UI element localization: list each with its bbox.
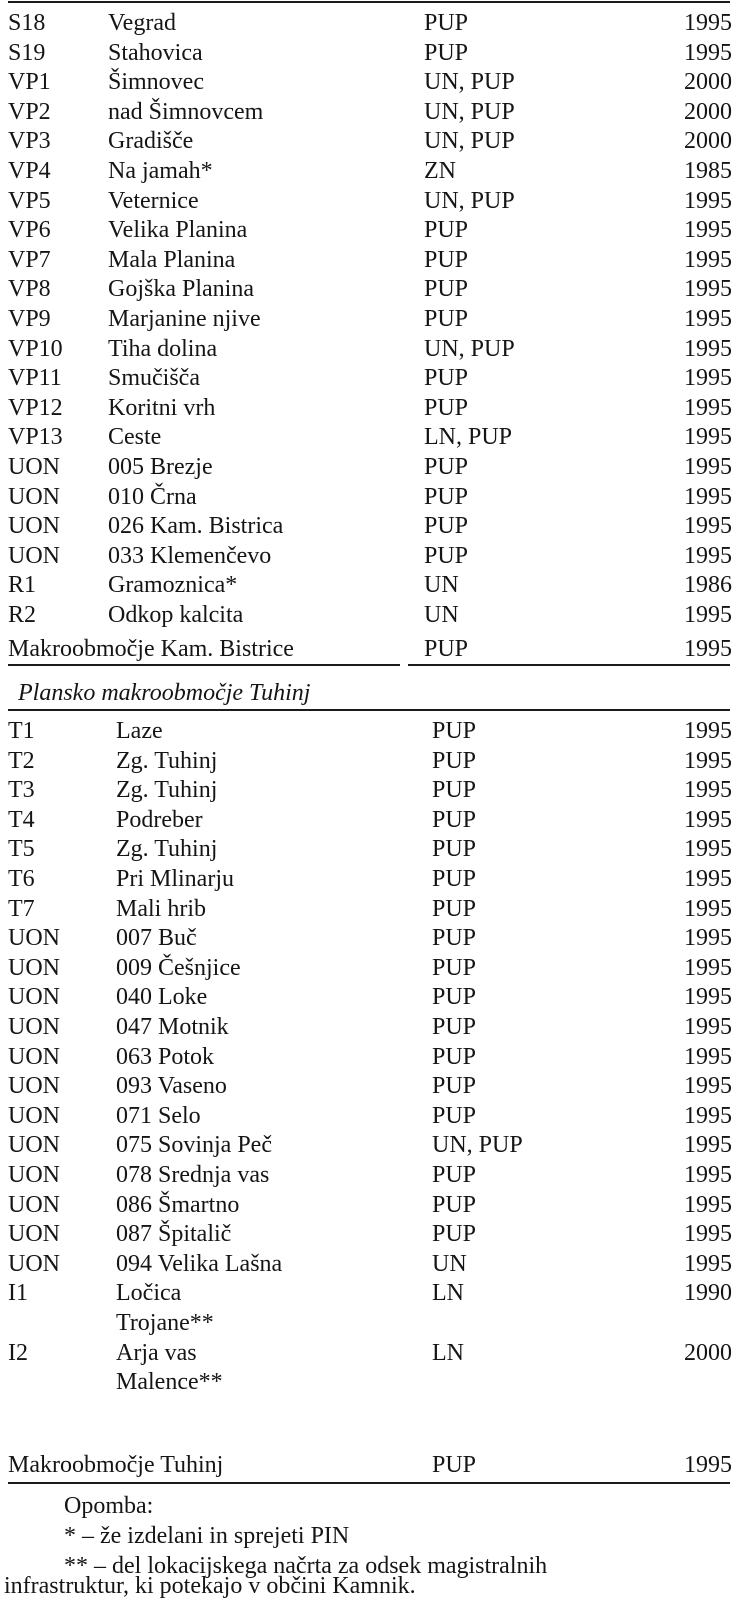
summary-label: Makroobmočje Kam. Bistrice [8, 636, 294, 662]
note-2-line-2: infrastruktur, ki potekajo v občini Kamnik. [4, 1573, 416, 1599]
row-year: 1995 [684, 424, 732, 451]
row-name: Vegrad [108, 10, 176, 36]
row-type: PUP [432, 866, 477, 892]
row-year: 1995 [684, 984, 732, 1011]
row-year: 1995 [684, 187, 732, 214]
row-year: 1995 [684, 895, 732, 922]
row-code: UON [8, 1221, 60, 1248]
note-heading: Opomba: [64, 1493, 154, 1519]
row-name: Marjanine njive [108, 306, 261, 332]
row-type: UN, PUP [424, 98, 515, 125]
row-name: 075 Sovinja Peč [116, 1132, 272, 1159]
row-year: 1995 [684, 1102, 732, 1129]
row-name: Tiha dolina [108, 335, 218, 362]
row-code: VP4 [8, 158, 51, 184]
row-code: UON [8, 925, 60, 952]
row-name: Gramoznica* [108, 572, 238, 599]
summary-rule-1 [408, 664, 730, 666]
summary-label: Makroobmočje Tuhinj [8, 1452, 224, 1478]
row-type: UN [432, 1250, 467, 1277]
table-row [0, 1278, 738, 1308]
row-type: PUP [424, 542, 469, 569]
row-type: PUP [424, 246, 469, 273]
row-type: PUP [432, 984, 477, 1011]
row-type: UN, PUP [424, 187, 515, 214]
row-type: PUP [432, 895, 477, 922]
row-type: PUP [424, 454, 469, 480]
row-type: PUP [424, 306, 469, 332]
table-row [0, 1042, 738, 1072]
table-row [0, 1160, 738, 1190]
note-1: * – že izdelani in sprejeti PIN [64, 1523, 350, 1549]
row-code: UON [8, 483, 60, 510]
row-type: PUP [424, 276, 469, 303]
summary-year: 1995 [684, 636, 732, 662]
row-code: VP1 [8, 69, 51, 96]
table-row [0, 923, 738, 953]
table-row [0, 422, 738, 452]
row-name: Veternice [108, 187, 199, 214]
row-name: Pri Mlinarju [116, 866, 234, 892]
row-type: PUP [432, 954, 477, 981]
row-year: 1995 [684, 836, 732, 863]
table-row [0, 363, 738, 393]
row-name: Šimnovec [108, 69, 204, 96]
row-name: Ceste [108, 424, 162, 451]
row-name: 033 Klemenčevo [108, 542, 272, 569]
row-name: 063 Potok [116, 1043, 215, 1070]
row-name: 007 Buč [116, 925, 197, 952]
row-type: UN, PUP [424, 335, 515, 362]
row-year: 1995 [684, 246, 732, 273]
row-code: T7 [8, 895, 35, 922]
row-year: 1995 [684, 306, 732, 332]
table-row [0, 511, 738, 541]
top-rule [8, 1, 730, 3]
row-code: T1 [8, 718, 35, 744]
row-type: PUP [424, 217, 469, 244]
row-name: Mali hrib [116, 895, 206, 922]
table-row [0, 805, 738, 835]
row-name: Koritni vrh [108, 394, 216, 421]
row-year: 1986 [684, 572, 732, 599]
row-name: Smučišča [108, 365, 200, 392]
row-type: LN [432, 1280, 464, 1307]
table-row [0, 1012, 738, 1042]
row-type: PUP [432, 1073, 477, 1100]
row-year: 1995 [684, 1221, 732, 1248]
row-year: 1995 [684, 10, 732, 36]
row-code: VP8 [8, 276, 51, 303]
row-code: S19 [8, 39, 46, 66]
row-code: VP13 [8, 424, 63, 451]
row-code: S18 [8, 10, 46, 36]
table-row [0, 8, 738, 38]
row-type: LN [432, 1339, 464, 1366]
row-type: PUP [432, 1043, 477, 1070]
summary-type: PUP [424, 636, 469, 662]
table-row [0, 67, 738, 97]
row-code: UON [8, 542, 60, 569]
row-year: 1995 [684, 718, 732, 744]
row-year: 1995 [684, 394, 732, 421]
row-code: UON [8, 1073, 60, 1100]
row-type: PUP [432, 747, 477, 774]
row-code: UON [8, 1191, 60, 1218]
section-underline [8, 709, 730, 711]
row-code: VP11 [8, 365, 62, 392]
row-code: UON [8, 513, 60, 540]
row-year: 1995 [684, 454, 732, 480]
row-name: 078 Srednja vas [116, 1162, 270, 1188]
row-year: 1995 [684, 1250, 732, 1277]
table-row [0, 982, 738, 1012]
table-row [0, 1071, 738, 1101]
row-code: VP12 [8, 394, 63, 421]
row-name: 093 Vaseno [116, 1073, 227, 1100]
row-code: T2 [8, 747, 35, 774]
table-row [0, 570, 738, 600]
table-row [0, 482, 738, 512]
row-code: T4 [8, 806, 35, 833]
row-code: VP6 [8, 217, 51, 244]
table-row [0, 600, 738, 630]
row-name: Odkop kalcita [108, 602, 244, 628]
row-name: Gradišče [108, 128, 194, 155]
row-name: Zg. Tuhinj [116, 747, 218, 774]
row-name: 040 Loke [116, 984, 208, 1011]
row-code: UON [8, 1102, 60, 1129]
row-year: 1995 [684, 39, 732, 66]
row-year: 1995 [684, 1043, 732, 1070]
row-year: 1995 [684, 276, 732, 303]
row-name: 005 Brezje [108, 454, 213, 480]
row-code: UON [8, 454, 60, 480]
row-name: Trojane** [116, 1310, 214, 1336]
row-name: Gojška Planina [108, 276, 254, 303]
row-type: PUP [424, 394, 469, 421]
table-row [0, 1308, 738, 1338]
row-name: 071 Selo [116, 1102, 201, 1129]
row-code: UON [8, 1014, 60, 1040]
row-year: 1995 [684, 483, 732, 510]
row-code: T3 [8, 777, 35, 804]
table-row [0, 38, 738, 68]
row-name: Mala Planina [108, 246, 236, 273]
section-title: Plansko makroobmočje Tuhinj [18, 680, 311, 706]
row-year: 1995 [684, 954, 732, 981]
table-row [0, 746, 738, 776]
note-2-line-1: ** – del lokacijskega načrta za odsek magistralnih [64, 1553, 548, 1579]
row-type: PUP [432, 1102, 477, 1129]
table-row [0, 334, 738, 364]
table-row [0, 864, 738, 894]
row-type: PUP [432, 925, 477, 952]
row-year: 1995 [684, 925, 732, 952]
row-code: R2 [8, 602, 37, 628]
row-type: PUP [424, 365, 469, 392]
row-name: Ločica [116, 1280, 182, 1307]
row-year: 2000 [684, 98, 732, 125]
table-row [0, 304, 738, 334]
table-row [0, 834, 738, 864]
row-code: UON [8, 954, 60, 981]
table-row [0, 1249, 738, 1279]
row-type: UN, PUP [424, 69, 515, 96]
row-name: 087 Špitalič [116, 1221, 232, 1248]
row-type: PUP [432, 1221, 477, 1248]
row-name: Zg. Tuhinj [116, 777, 218, 804]
table-row [0, 245, 738, 275]
row-name: 009 Češnjice [116, 954, 241, 981]
row-code: VP10 [8, 335, 63, 362]
row-name: Laze [116, 718, 163, 744]
table-row [0, 953, 738, 983]
summary-row-kam-bistrica [0, 634, 738, 664]
row-code: VP9 [8, 306, 51, 332]
row-name: 047 Motnik [116, 1014, 229, 1040]
row-type: UN [424, 602, 459, 628]
row-year: 1995 [684, 1191, 732, 1218]
row-year: 1995 [684, 866, 732, 892]
table-row [0, 215, 738, 245]
row-type: PUP [424, 483, 469, 510]
row-year: 1995 [684, 513, 732, 540]
row-type: LN, PUP [424, 424, 513, 451]
table-row [0, 97, 738, 127]
summary-rule-2 [8, 1482, 730, 1484]
row-year: 2000 [684, 128, 732, 155]
row-year: 2000 [684, 69, 732, 96]
row-year: 1995 [684, 1132, 732, 1159]
row-code: VP3 [8, 128, 51, 155]
row-year: 1995 [684, 542, 732, 569]
table-row [0, 186, 738, 216]
summary-row-tuhinj [0, 1450, 738, 1480]
row-name: Arja vas [116, 1339, 197, 1366]
table-row [0, 775, 738, 805]
table-row [0, 1338, 738, 1368]
row-type: PUP [432, 777, 477, 804]
row-year: 1995 [684, 1073, 732, 1100]
row-name: Stahovica [108, 39, 203, 66]
row-year: 1995 [684, 365, 732, 392]
row-year: 1995 [684, 806, 732, 833]
row-type: PUP [432, 806, 477, 833]
row-type: PUP [432, 1162, 477, 1188]
row-name: Zg. Tuhinj [116, 836, 218, 863]
row-type: PUP [424, 513, 469, 540]
row-year: 1990 [684, 1280, 732, 1307]
table-row [0, 452, 738, 482]
row-code: VP5 [8, 187, 51, 214]
row-code: UON [8, 1043, 60, 1070]
row-year: 2000 [684, 1339, 732, 1366]
row-code: T6 [8, 866, 35, 892]
row-year: 1995 [684, 217, 732, 244]
row-name: Malence** [116, 1369, 223, 1396]
table-row [0, 716, 738, 746]
row-code: I1 [8, 1280, 28, 1307]
table-row [0, 156, 738, 186]
row-type: PUP [424, 39, 469, 66]
row-name: Velika Planina [108, 217, 248, 244]
row-name: 086 Šmartno [116, 1191, 240, 1218]
row-name: Podreber [116, 806, 203, 833]
table-row [0, 274, 738, 304]
row-year: 1995 [684, 747, 732, 774]
row-name: nad Šimnovcem [108, 98, 264, 125]
section-rule-left [8, 664, 400, 666]
row-code: R1 [8, 572, 37, 599]
summary-year: 1995 [684, 1452, 732, 1478]
table-row [0, 1219, 738, 1249]
table-row [0, 894, 738, 924]
row-type: PUP [424, 10, 469, 36]
table-row [0, 1190, 738, 1220]
row-code: T5 [8, 836, 35, 863]
row-name: 026 Kam. Bistrica [108, 513, 284, 540]
table-row [0, 541, 738, 571]
row-year: 1995 [684, 777, 732, 804]
row-type: PUP [432, 1191, 477, 1218]
row-type: PUP [432, 836, 477, 863]
row-year: 1995 [684, 335, 732, 362]
row-name: Na jamah* [108, 158, 213, 184]
row-code: UON [8, 1162, 60, 1188]
table-row [0, 1367, 738, 1397]
row-name: 094 Velika Lašna [116, 1250, 283, 1277]
row-year: 1985 [684, 158, 732, 184]
row-code: I2 [8, 1339, 28, 1366]
row-type: UN, PUP [424, 128, 515, 155]
row-type: ZN [424, 158, 456, 184]
row-code: VP2 [8, 98, 51, 125]
table-row [0, 1101, 738, 1131]
row-type: PUP [432, 718, 477, 744]
row-name: 010 Črna [108, 483, 197, 510]
summary-type: PUP [432, 1452, 477, 1478]
table-row [0, 1130, 738, 1160]
table-row [0, 393, 738, 423]
row-type: UN, PUP [432, 1132, 523, 1159]
row-code: UON [8, 1250, 60, 1277]
row-year: 1995 [684, 1014, 732, 1040]
row-type: UN [424, 572, 459, 599]
row-code: UON [8, 984, 60, 1011]
row-code: VP7 [8, 246, 51, 273]
row-code: UON [8, 1132, 60, 1159]
table-row [0, 126, 738, 156]
row-year: 1995 [684, 602, 732, 628]
row-type: PUP [432, 1014, 477, 1040]
row-year: 1995 [684, 1162, 732, 1188]
